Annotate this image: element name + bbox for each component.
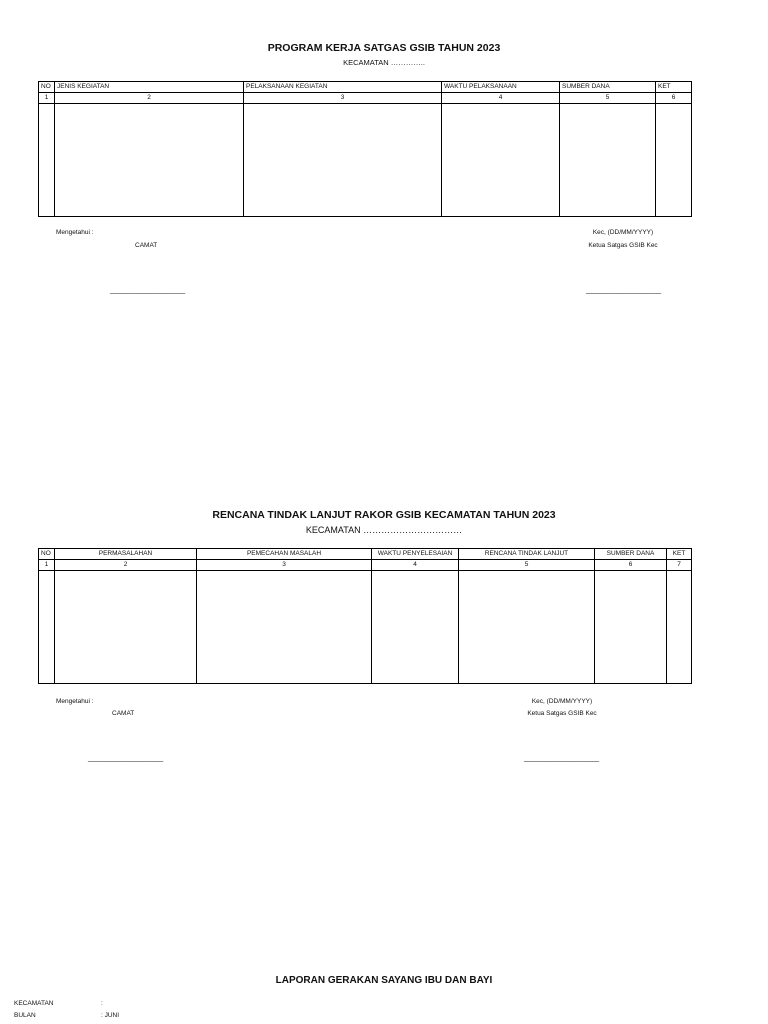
form2-signature-line-right: ______________________ (524, 755, 599, 762)
form1-header-pelaksanaan-kegiatan: PELAKSANAAN KEGIATAN (244, 82, 442, 93)
form1-cell[interactable] (39, 104, 55, 217)
form2-ketua: Ketua Satgas GSIB Kec (527, 710, 597, 717)
form3-bulan-value: : JUNI (101, 1012, 120, 1019)
form1-col-number: 1 (39, 93, 55, 104)
form2-table (38, 548, 692, 684)
form1-cell[interactable] (442, 104, 560, 217)
form1-header-no: NO (39, 82, 55, 93)
form1-cell[interactable] (244, 104, 442, 217)
form2-cell[interactable] (197, 571, 372, 684)
form1-cell[interactable] (55, 104, 244, 217)
form1-col-number: 5 (560, 93, 656, 104)
form1-signature-line-right: ______________________ (586, 287, 661, 294)
form1-camat: CAMAT (135, 242, 158, 249)
form2-title: RENCANA TINDAK LANJUT RAKOR GSIB KECAMATAN TAHUN 2023 (212, 509, 556, 521)
form1-kec-date: Kec, (DD/MM/YYYY) (592, 229, 654, 236)
form1-header-row (39, 82, 692, 93)
form1-header-ket: KET (656, 82, 692, 93)
form1-title: PROGRAM KERJA SATGAS GSIB TAHUN 2023 (267, 42, 501, 54)
form2-header-pemecahan-masalah: PEMECAHAN MASALAH (197, 549, 372, 560)
form1-header-sumber-dana: SUMBER DANA (560, 82, 656, 93)
form3-bulan-label: BULAN (14, 1012, 36, 1019)
form2-camat: CAMAT (112, 710, 135, 717)
form1-subtitle: KECAMATAN ………….. (343, 58, 425, 67)
form1-number-row (39, 93, 692, 104)
form2-col-number: 6 (595, 560, 667, 571)
form2-col-number: 5 (459, 560, 595, 571)
form2-subtitle: KECAMATAN …………………………… (305, 525, 463, 535)
form2-col-number: 2 (55, 560, 197, 571)
form2-cell[interactable] (39, 571, 55, 684)
form3-kecamatan-label: KECAMATAN (14, 1000, 54, 1007)
form2-cell[interactable] (372, 571, 459, 684)
form2-col-number: 7 (667, 560, 692, 571)
form1-col-number: 4 (442, 93, 560, 104)
form2-header-rencana-tindak-lanjut: RENCANA TINDAK LANJUT (459, 549, 595, 560)
form2-number-row (39, 560, 692, 571)
form1-col-number: 3 (244, 93, 442, 104)
form1-body-row (39, 104, 692, 217)
form2-header-sumber-dana: SUMBER DANA (595, 549, 667, 560)
form2-header-waktu-penyelesaian: WAKTU PENYELESAIAN (372, 549, 459, 560)
form2-cell[interactable] (459, 571, 595, 684)
form2-header-permasalahan: PERMASALAHAN (55, 549, 197, 560)
form2-col-number: 1 (39, 560, 55, 571)
form2-cell[interactable] (55, 571, 197, 684)
form1-header-jenis-kegiatan: JENIS KEGIATAN (55, 82, 244, 93)
form1-table (38, 81, 692, 217)
form1-cell[interactable] (656, 104, 692, 217)
form2-col-number: 4 (372, 560, 459, 571)
form1-col-number: 6 (656, 93, 692, 104)
form2-kec-date: Kec, (DD/MM/YYYY) (531, 698, 593, 705)
form2-header-no: NO (39, 549, 55, 560)
form1-col-number: 2 (55, 93, 244, 104)
form2-mengetahui: Mengetahui : (56, 698, 94, 705)
form2-body-row (39, 571, 692, 684)
form1-signature-line-left: ______________________ (110, 287, 185, 294)
form2-col-number: 3 (197, 560, 372, 571)
form2-header-row (39, 549, 692, 560)
form2-cell[interactable] (667, 571, 692, 684)
form2-signature-line-left: ______________________ (88, 755, 163, 762)
form2-header-ket: KET (667, 549, 692, 560)
form2-cell[interactable] (595, 571, 667, 684)
form1-mengetahui: Mengetahui : (56, 229, 94, 236)
form1-ketua: Ketua Satgas GSIB Kec (588, 242, 658, 249)
form1-header-waktu-pelaksanaan: WAKTU PELAKSANAAN (442, 82, 560, 93)
form3-kecamatan-value: : (101, 1000, 103, 1007)
form1-cell[interactable] (560, 104, 656, 217)
form3-title: LAPORAN GERAKAN SAYANG IBU DAN BAYI (275, 975, 493, 986)
